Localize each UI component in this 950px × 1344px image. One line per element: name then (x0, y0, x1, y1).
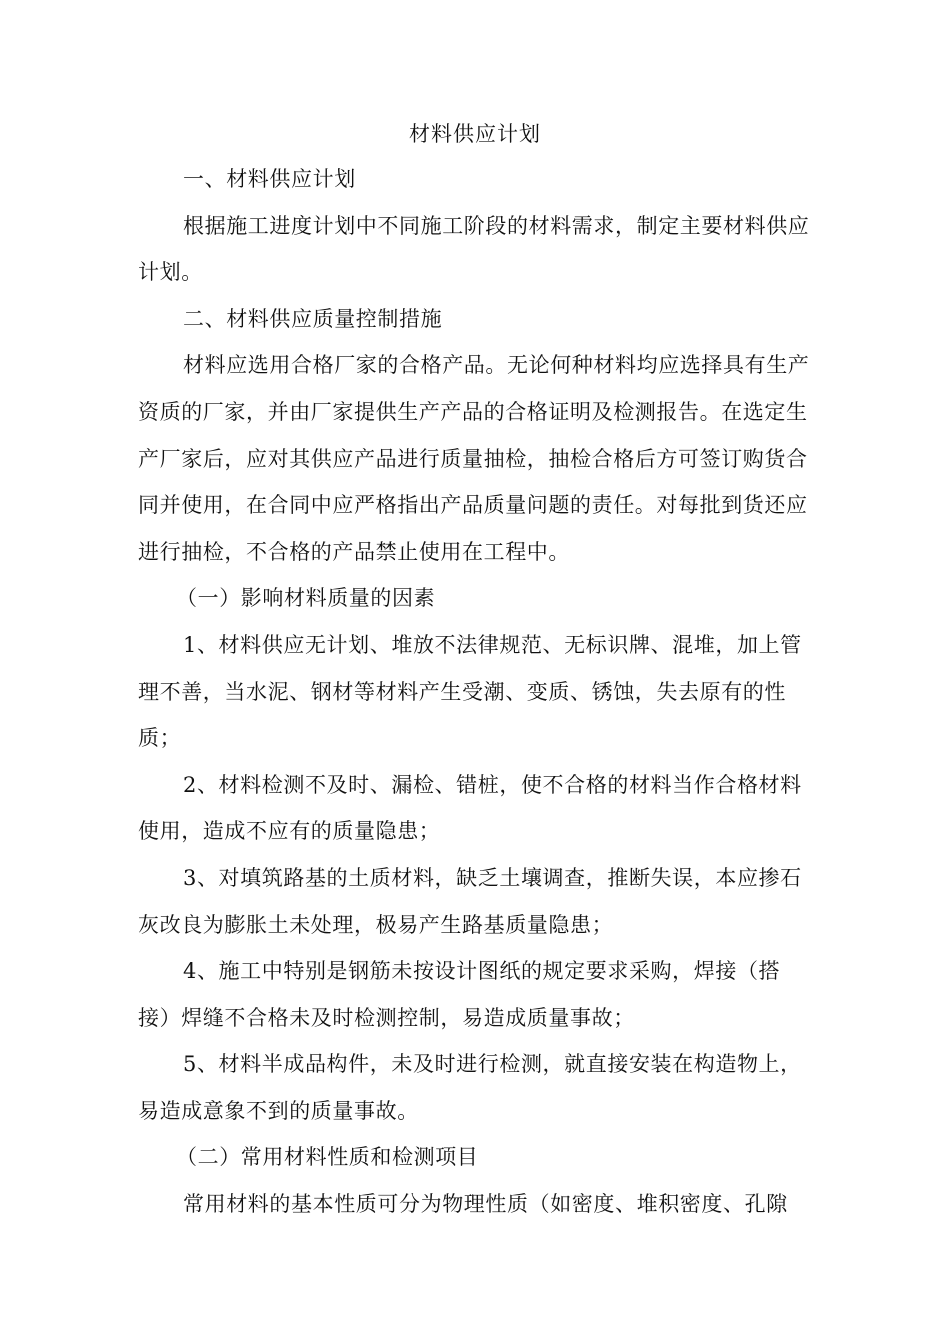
list-item-factor-1 (138, 622, 834, 762)
text-line: 1、材料供应无计划、堆放不法律规范、无标识牌、混堆，加上管 (183, 632, 802, 657)
text-line: 进行抽检，不合格的产品禁止使用在工程中。 (138, 539, 570, 564)
section-heading-supply-plan: 一、材料供应计划 (183, 167, 356, 191)
text-line: 3、对填筑路基的土质材料，缺乏土壤调查，推断失误，本应掺石 (183, 865, 802, 890)
list-item-factor-3 (138, 855, 834, 948)
paragraph-supply-plan (138, 203, 834, 296)
text-line: 灰改良为膨胀土未处理，极易产生路基质量隐患； (138, 912, 614, 937)
text-line: 易造成意象不到的质量事故。 (138, 1098, 419, 1123)
text-line: 计划。 (138, 260, 203, 285)
list-item-factor-5 (138, 1041, 834, 1134)
list-item-factor-2 (138, 762, 834, 855)
text-line: 接）焊缝不合格未及时检测控制，易造成质量事故； (138, 1005, 635, 1030)
page-title: 材料供应计划 (409, 122, 541, 146)
text-line: 理不善，当水泥、钢材等材料产生受潮、变质、锈蚀，失去原有的性 (138, 679, 786, 704)
text-line: 同并使用，在合同中应严格指出产品质量问题的责任。对每批到货还应 (138, 493, 808, 518)
text-line: 材料应选用合格厂家的合格产品。无论何种材料均应选择具有生产 (183, 353, 810, 378)
text-line: 根据施工进度计划中不同施工阶段的材料需求，制定主要材料供应 (183, 213, 810, 238)
paragraph-material-properties (138, 1181, 834, 1228)
section-heading-quality-control: 二、材料供应质量控制措施 (183, 306, 443, 331)
text-line: 5、材料半成品构件，未及时进行检测，就直接安装在构造物上， (183, 1052, 802, 1077)
subsection-heading-properties: （二）常用材料性质和检测项目 (176, 1145, 479, 1170)
text-line: 常用材料的基本性质可分为物理性质（如密度、堆积密度、孔隙 (183, 1192, 788, 1217)
paragraph-quality-control (138, 342, 834, 575)
document-body (138, 156, 834, 1228)
text-line: 资质的厂家，并由厂家提供生产产品的合格证明及检测报告。在选定生 (138, 399, 808, 424)
text-line: 使用，造成不应有的质量隐患； (138, 819, 441, 844)
text-line: 产厂家后，应对其供应产品进行质量抽检，抽检合格后方可签订购货合 (138, 446, 808, 471)
list-item-factor-4 (138, 948, 834, 1041)
text-line: 质； (138, 726, 182, 751)
text-line: 4、施工中特别是钢筋未按设计图纸的规定要求采购，焊接（搭 (183, 959, 781, 984)
text-line: 2、材料检测不及时、漏检、错桩，使不合格的材料当作合格材料 (183, 772, 802, 797)
subsection-heading-factors: （一）影响材料质量的因素 (176, 586, 436, 611)
